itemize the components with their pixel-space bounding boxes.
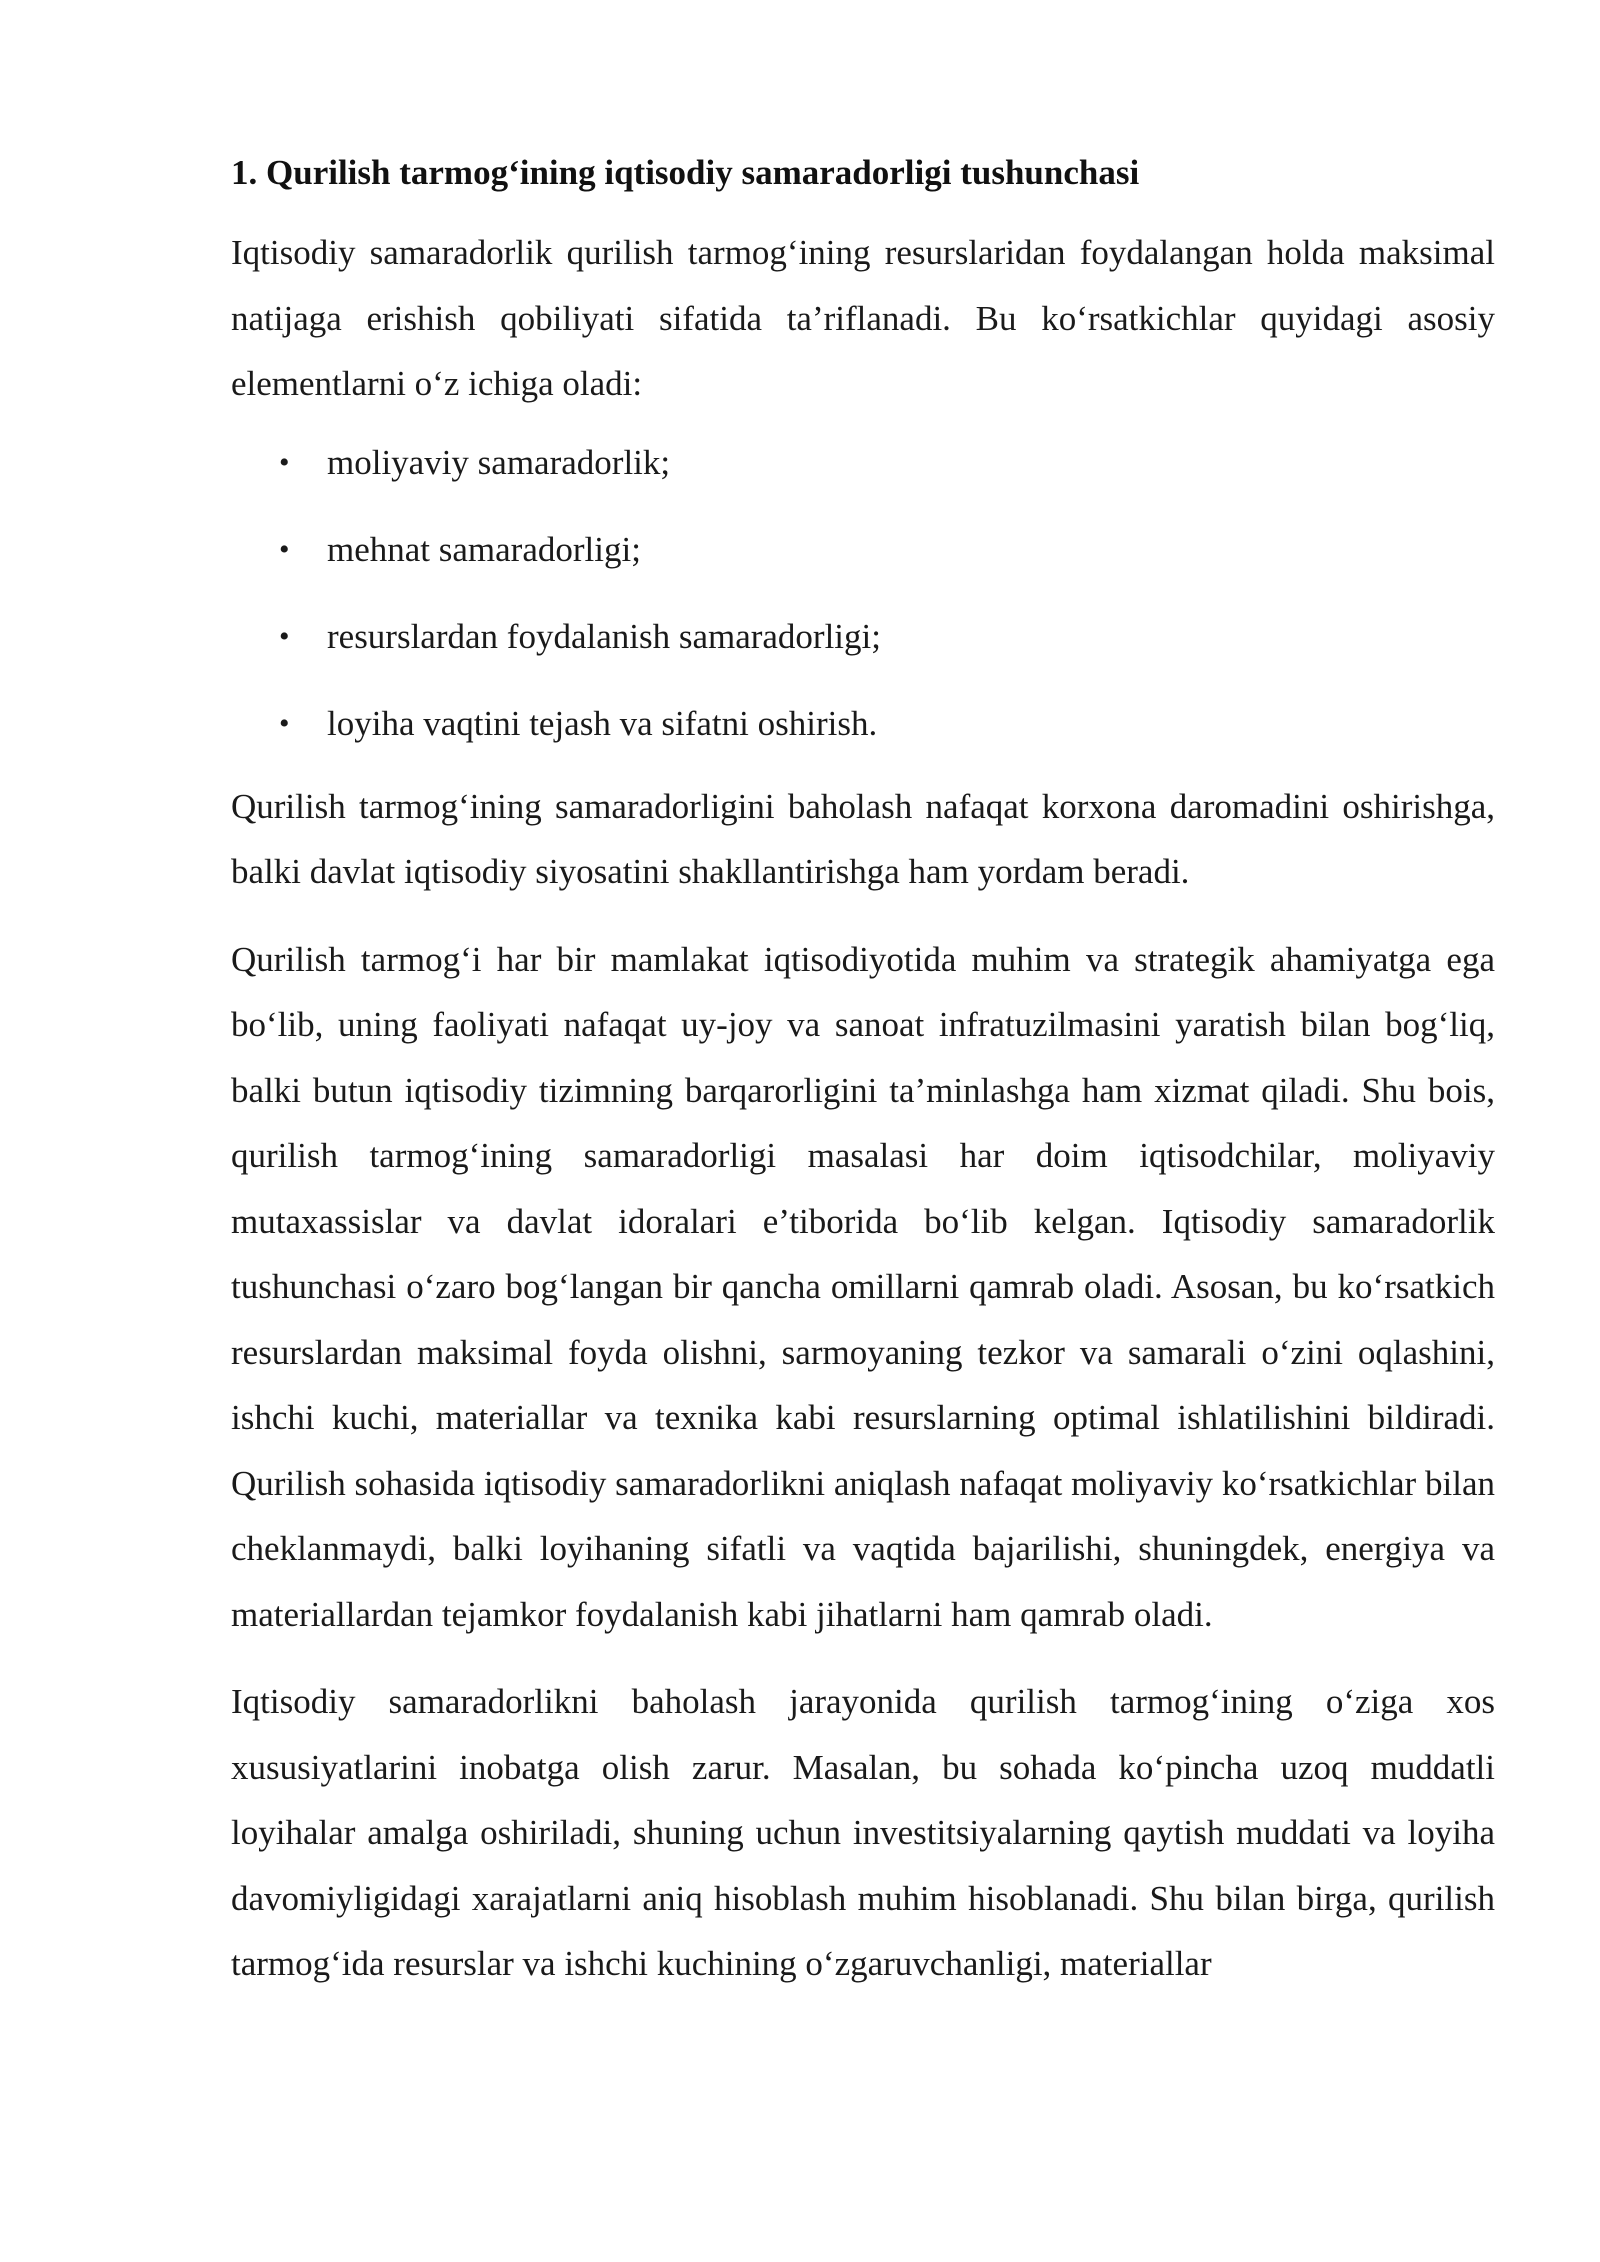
bullet-icon: • [279,619,290,653]
bullet-icon: • [279,532,290,566]
list-item-text: loyiha vaqtini tejash va sifatni oshirish. [327,703,878,743]
assessment-paragraph: Iqtisodiy samaradorlikni baholash jarayonida qurilish tarmog‘ining o‘ziga xos xususiyatlarini inobatga olish zarur. Masalan, bu sohada ko‘pincha uzoq muddatli loyihalar amalga oshiriladi, shuning uchun investitsiyalarning qaytish muddati va loyiha davomiyligidagi xarajatlarni aniq hisoblash muhim hisoblanadi. Shu bilan birga, qurilish tarmog‘ida resurslar va ishchi kuchining o‘zgaruvchanligi, materiallar [231,1682,1495,1983]
list-item [231,699,1495,756]
list-item-text: resurslardan foydalanish samaradorligi; [327,616,881,656]
document-page [231,148,1495,1997]
list-item-text: mehnat samaradorligi; [327,529,641,569]
section-heading: 1. Qurilish tarmog‘ining iqtisodiy samaradorligi tushunchasi [231,153,1140,192]
list-item [231,525,1495,612]
bullet-list [231,438,1495,756]
bullet-icon: • [279,445,290,479]
list-item [231,438,1495,525]
evaluation-paragraph: Qurilish tarmog‘ining samaradorligini baholash nafaqat korxona daromadini oshirishga, balki davlat iqtisodiy siyosatini shakllantirishga ham yordam beradi. [231,786,1495,891]
bullet-icon: • [279,706,290,740]
list-item [231,612,1495,699]
sector-paragraph: Qurilish tarmog‘i har bir mamlakat iqtisodiyotida muhim va strategik ahamiyatga ega bo‘lib, uning faoliyati nafaqat uy-joy va sanoat infratuzilmasini yaratish bilan bog‘liq, balki butun iqtisodiy tizimning barqarorligini ta’minlashga ham xizmat qiladi. Shu bois, qurilish tarmog‘ining samaradorligi masalasi har doim iqtisodchilar, moliyaviy mutaxassislar va davlat idoralari e’tiborida bo‘lib kelgan. Iqtisodiy samaradorlik tushunchasi o‘zaro bog‘langan bir qancha omillarni qamrab oladi. Asosan, bu ko‘rsatkich resurslardan maksimal foyda olishni, sarmoyaning tezkor va samarali o‘zini oqlashini, ishchi kuchi, materiallar va texnika kabi resurslarning optimal ishlatilishini bildiradi. Qurilish sohasida iqtisodiy samaradorlikni aniqlash nafaqat moliyaviy ko‘rsatkichlar bilan cheklanmaydi, balki loyihaning sifatli va vaqtida bajarilishi, shuningdek, energiya va materiallardan tejamkor foydalanish kabi jihatlarni ham qamrab oladi. [231,939,1495,1634]
intro-paragraph: Iqtisodiy samaradorlik qurilish tarmog‘ining resurslaridan foydalangan holda maksimal natijaga erishish qobiliyati sifatida ta’riflanadi. Bu ko‘rsatkichlar quyidagi asosiy elementlarni o‘z ichiga oladi: [231,233,1495,403]
list-item-text: moliyaviy samaradorlik; [327,442,671,482]
